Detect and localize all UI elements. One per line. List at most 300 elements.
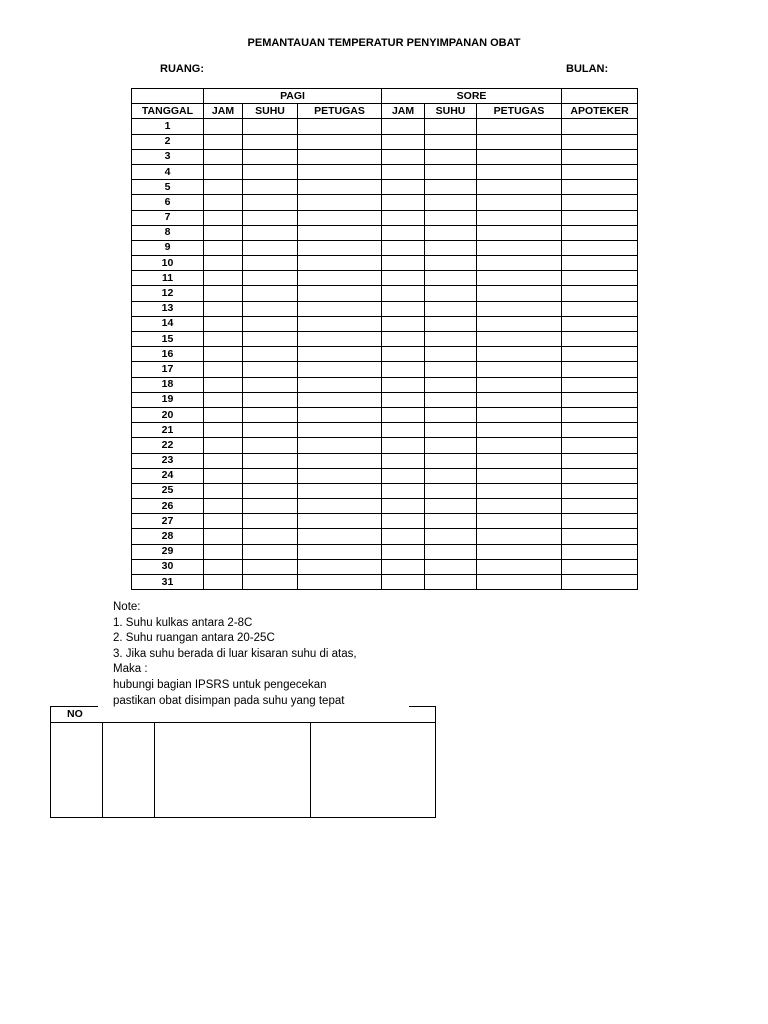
jam-pagi-cell [204,483,243,498]
table-row [132,301,638,316]
day-number-cell: 31 [132,575,204,590]
jam-sore-cell [382,195,425,210]
apoteker-cell [562,225,638,240]
petugas-sore-cell [477,164,562,179]
suhu-pagi-cell [243,483,298,498]
apoteker-cell [562,149,638,164]
suhu-pagi-cell [243,256,298,271]
note-line-2: 2. Suhu ruangan antara 20-25C [113,632,275,645]
suhu-sore-cell [425,559,477,574]
apoteker-cell [562,407,638,422]
day-number-cell: 6 [132,195,204,210]
petugas-sore-cell [477,301,562,316]
col-suhu-sore-header: SUHU [425,104,477,119]
apoteker-cell [562,544,638,559]
ruang-label: RUANG: [160,63,204,75]
table-row [132,225,638,240]
day-number-cell: 13 [132,301,204,316]
suhu-sore-cell [425,392,477,407]
jam-sore-cell [382,240,425,255]
suhu-sore-cell [425,286,477,301]
suhu-sore-cell [425,499,477,514]
jam-sore-cell [382,225,425,240]
petugas-sore-cell [477,407,562,422]
table-row [132,529,638,544]
petugas-pagi-cell [298,149,382,164]
jam-sore-cell [382,149,425,164]
suhu-pagi-cell [243,164,298,179]
note-line-4: Maka : [113,663,148,676]
table-row [132,514,638,529]
petugas-pagi-cell [298,575,382,590]
apoteker-cell [562,438,638,453]
suhu-sore-cell [425,575,477,590]
suhu-sore-cell [425,362,477,377]
suhu-pagi-cell [243,332,298,347]
petugas-pagi-cell [298,225,382,240]
petugas-sore-cell [477,240,562,255]
table-row [132,453,638,468]
jam-pagi-cell [204,392,243,407]
table-row [132,483,638,498]
header-blank-tanggal [132,89,204,104]
suhu-pagi-cell [243,468,298,483]
apoteker-cell [562,180,638,195]
petugas-sore-cell [477,438,562,453]
suhu-sore-cell [425,195,477,210]
petugas-pagi-cell [298,514,382,529]
petugas-sore-cell [477,316,562,331]
table-row [132,377,638,392]
suhu-pagi-cell [243,529,298,544]
jam-sore-cell [382,514,425,529]
jam-pagi-cell [204,468,243,483]
sig-divider-1 [102,722,103,818]
table-row [132,149,638,164]
petugas-sore-cell [477,468,562,483]
group-pagi-header: PAGI [204,89,382,104]
petugas-sore-cell [477,134,562,149]
apoteker-cell [562,332,638,347]
petugas-sore-cell [477,453,562,468]
apoteker-cell [562,362,638,377]
suhu-sore-cell [425,377,477,392]
suhu-sore-cell [425,149,477,164]
petugas-pagi-cell [298,271,382,286]
jam-pagi-cell [204,362,243,377]
jam-sore-cell [382,271,425,286]
jam-pagi-cell [204,149,243,164]
day-number-cell: 23 [132,453,204,468]
table-row [132,362,638,377]
sig-right-border [435,706,436,818]
petugas-sore-cell [477,529,562,544]
table-row [132,392,638,407]
apoteker-cell [562,347,638,362]
apoteker-cell [562,514,638,529]
petugas-pagi-cell [298,392,382,407]
suhu-pagi-cell [243,149,298,164]
jam-sore-cell [382,423,425,438]
jam-sore-cell [382,316,425,331]
petugas-pagi-cell [298,529,382,544]
day-number-cell: 26 [132,499,204,514]
notes-heading: Note: [113,601,141,613]
day-rows [132,119,638,590]
signature-table [50,706,436,818]
table-row [132,347,638,362]
jam-pagi-cell [204,423,243,438]
suhu-sore-cell [425,423,477,438]
jam-pagi-cell [204,347,243,362]
temperature-log-table [131,88,638,590]
suhu-sore-cell [425,483,477,498]
suhu-sore-cell [425,453,477,468]
suhu-sore-cell [425,514,477,529]
suhu-sore-cell [425,407,477,422]
suhu-sore-cell [425,210,477,225]
suhu-sore-cell [425,134,477,149]
jam-sore-cell [382,438,425,453]
day-number-cell: 15 [132,332,204,347]
table-row [132,332,638,347]
jam-pagi-cell [204,559,243,574]
table-row [132,119,638,134]
day-number-cell: 16 [132,347,204,362]
suhu-sore-cell [425,180,477,195]
notes-section [113,600,357,709]
apoteker-cell [562,240,638,255]
day-number-cell: 4 [132,164,204,179]
suhu-sore-cell [425,316,477,331]
jam-sore-cell [382,180,425,195]
petugas-pagi-cell [298,407,382,422]
day-number-cell: 25 [132,483,204,498]
col-petugas-sore-header: PETUGAS [477,104,562,119]
table-row [132,544,638,559]
table-row [132,468,638,483]
petugas-sore-cell [477,332,562,347]
petugas-sore-cell [477,362,562,377]
table-row [132,210,638,225]
jam-pagi-cell [204,164,243,179]
col-jam-sore-header: JAM [382,104,425,119]
table-row [132,134,638,149]
sig-top-border-left [50,706,98,707]
suhu-pagi-cell [243,240,298,255]
day-number-cell: 7 [132,210,204,225]
petugas-sore-cell [477,256,562,271]
jam-pagi-cell [204,180,243,195]
jam-sore-cell [382,134,425,149]
suhu-pagi-cell [243,301,298,316]
apoteker-cell [562,134,638,149]
table-row [132,271,638,286]
petugas-sore-cell [477,195,562,210]
apoteker-cell [562,119,638,134]
jam-pagi-cell [204,544,243,559]
suhu-pagi-cell [243,134,298,149]
table-row [132,316,638,331]
apoteker-cell [562,377,638,392]
petugas-sore-cell [477,210,562,225]
petugas-pagi-cell [298,210,382,225]
table-row [132,256,638,271]
jam-sore-cell [382,377,425,392]
petugas-pagi-cell [298,483,382,498]
suhu-sore-cell [425,544,477,559]
suhu-pagi-cell [243,362,298,377]
petugas-pagi-cell [298,468,382,483]
jam-pagi-cell [204,119,243,134]
apoteker-cell [562,453,638,468]
apoteker-cell [562,529,638,544]
day-number-cell: 11 [132,271,204,286]
day-number-cell: 2 [132,134,204,149]
jam-sore-cell [382,256,425,271]
jam-sore-cell [382,483,425,498]
jam-sore-cell [382,544,425,559]
petugas-pagi-cell [298,544,382,559]
sig-header-border [50,722,436,723]
suhu-sore-cell [425,301,477,316]
bulan-label: BULAN: [566,63,609,75]
table-row [132,407,638,422]
suhu-pagi-cell [243,407,298,422]
apoteker-cell [562,559,638,574]
suhu-sore-cell [425,225,477,240]
petugas-sore-cell [477,544,562,559]
apoteker-cell [562,575,638,590]
jam-pagi-cell [204,332,243,347]
petugas-pagi-cell [298,499,382,514]
petugas-sore-cell [477,180,562,195]
petugas-pagi-cell [298,347,382,362]
suhu-pagi-cell [243,316,298,331]
jam-pagi-cell [204,240,243,255]
jam-sore-cell [382,407,425,422]
jam-sore-cell [382,210,425,225]
jam-sore-cell [382,347,425,362]
apoteker-cell [562,301,638,316]
jam-sore-cell [382,453,425,468]
petugas-sore-cell [477,347,562,362]
sig-no-header: NO [67,708,83,720]
suhu-sore-cell [425,332,477,347]
apoteker-cell [562,468,638,483]
petugas-sore-cell [477,483,562,498]
sig-bottom-border [50,817,436,818]
table-row [132,423,638,438]
page-title: PEMANTAUAN TEMPERATUR PENYIMPANAN OBAT [247,37,521,49]
jam-pagi-cell [204,575,243,590]
col-jam-pagi-header: JAM [204,104,243,119]
jam-sore-cell [382,332,425,347]
apoteker-cell [562,423,638,438]
day-number-cell: 14 [132,316,204,331]
petugas-pagi-cell [298,119,382,134]
petugas-pagi-cell [298,332,382,347]
jam-pagi-cell [204,529,243,544]
suhu-sore-cell [425,347,477,362]
suhu-pagi-cell [243,438,298,453]
jam-sore-cell [382,559,425,574]
petugas-pagi-cell [298,240,382,255]
jam-pagi-cell [204,407,243,422]
jam-sore-cell [382,301,425,316]
jam-pagi-cell [204,438,243,453]
note-line-3: 3. Jika suhu berada di luar kisaran suhu di atas, [113,647,357,660]
suhu-pagi-cell [243,180,298,195]
sig-divider-2 [154,722,155,818]
suhu-pagi-cell [243,225,298,240]
jam-pagi-cell [204,499,243,514]
suhu-sore-cell [425,468,477,483]
table-row [132,438,638,453]
table-row [132,164,638,179]
day-number-cell: 20 [132,407,204,422]
table-row [132,195,638,210]
day-number-cell: 10 [132,256,204,271]
suhu-pagi-cell [243,286,298,301]
jam-pagi-cell [204,286,243,301]
petugas-sore-cell [477,149,562,164]
suhu-pagi-cell [243,195,298,210]
table-row [132,180,638,195]
group-sore-header: SORE [382,89,562,104]
jam-pagi-cell [204,134,243,149]
jam-sore-cell [382,286,425,301]
petugas-sore-cell [477,499,562,514]
petugas-sore-cell [477,286,562,301]
header-blank-apoteker [562,89,638,104]
suhu-pagi-cell [243,453,298,468]
apoteker-cell [562,392,638,407]
suhu-sore-cell [425,240,477,255]
jam-sore-cell [382,392,425,407]
jam-sore-cell [382,499,425,514]
day-number-cell: 29 [132,544,204,559]
day-number-cell: 1 [132,119,204,134]
jam-sore-cell [382,468,425,483]
day-number-cell: 22 [132,438,204,453]
suhu-pagi-cell [243,392,298,407]
suhu-pagi-cell [243,575,298,590]
petugas-pagi-cell [298,134,382,149]
petugas-pagi-cell [298,453,382,468]
jam-sore-cell [382,119,425,134]
day-number-cell: 17 [132,362,204,377]
petugas-sore-cell [477,225,562,240]
suhu-sore-cell [425,271,477,286]
jam-sore-cell [382,575,425,590]
apoteker-cell [562,195,638,210]
apoteker-cell [562,271,638,286]
petugas-pagi-cell [298,362,382,377]
jam-pagi-cell [204,514,243,529]
day-number-cell: 12 [132,286,204,301]
day-number-cell: 27 [132,514,204,529]
suhu-pagi-cell [243,514,298,529]
petugas-sore-cell [477,423,562,438]
day-number-cell: 19 [132,392,204,407]
petugas-sore-cell [477,559,562,574]
petugas-pagi-cell [298,316,382,331]
day-number-cell: 30 [132,559,204,574]
day-number-cell: 18 [132,377,204,392]
jam-sore-cell [382,164,425,179]
apoteker-cell [562,286,638,301]
suhu-sore-cell [425,438,477,453]
day-number-cell: 8 [132,225,204,240]
sig-left-border [50,706,51,818]
petugas-pagi-cell [298,423,382,438]
jam-pagi-cell [204,271,243,286]
petugas-pagi-cell [298,256,382,271]
jam-pagi-cell [204,256,243,271]
petugas-pagi-cell [298,438,382,453]
jam-pagi-cell [204,377,243,392]
day-number-cell: 21 [132,423,204,438]
suhu-sore-cell [425,256,477,271]
apoteker-cell [562,316,638,331]
table-row [132,499,638,514]
apoteker-cell [562,210,638,225]
jam-pagi-cell [204,225,243,240]
table-row [132,240,638,255]
day-number-cell: 5 [132,180,204,195]
jam-pagi-cell [204,210,243,225]
jam-pagi-cell [204,316,243,331]
petugas-pagi-cell [298,164,382,179]
apoteker-cell [562,164,638,179]
day-number-cell: 24 [132,468,204,483]
suhu-pagi-cell [243,559,298,574]
note-line-6: pastikan obat disimpan pada suhu yang tepat [113,694,345,707]
suhu-pagi-cell [243,423,298,438]
table-row [132,286,638,301]
suhu-pagi-cell [243,499,298,514]
day-number-cell: 3 [132,149,204,164]
sig-divider-3 [310,722,311,818]
petugas-sore-cell [477,575,562,590]
col-apoteker-header: APOTEKER [562,104,638,119]
jam-pagi-cell [204,195,243,210]
petugas-sore-cell [477,271,562,286]
petugas-sore-cell [477,119,562,134]
petugas-pagi-cell [298,286,382,301]
note-line-1: 1. Suhu kulkas antara 2-8C [113,616,253,629]
petugas-pagi-cell [298,559,382,574]
suhu-pagi-cell [243,119,298,134]
sig-top-border-right [409,706,436,707]
jam-pagi-cell [204,453,243,468]
petugas-sore-cell [477,377,562,392]
table-row [132,575,638,590]
note-line-5: hubungi bagian IPSRS untuk pengecekan [113,678,327,691]
petugas-sore-cell [477,514,562,529]
suhu-sore-cell [425,119,477,134]
day-number-cell: 9 [132,240,204,255]
col-suhu-pagi-header: SUHU [243,104,298,119]
jam-pagi-cell [204,301,243,316]
col-petugas-pagi-header: PETUGAS [298,104,382,119]
table-row [132,559,638,574]
petugas-pagi-cell [298,301,382,316]
suhu-pagi-cell [243,271,298,286]
apoteker-cell [562,256,638,271]
suhu-pagi-cell [243,210,298,225]
